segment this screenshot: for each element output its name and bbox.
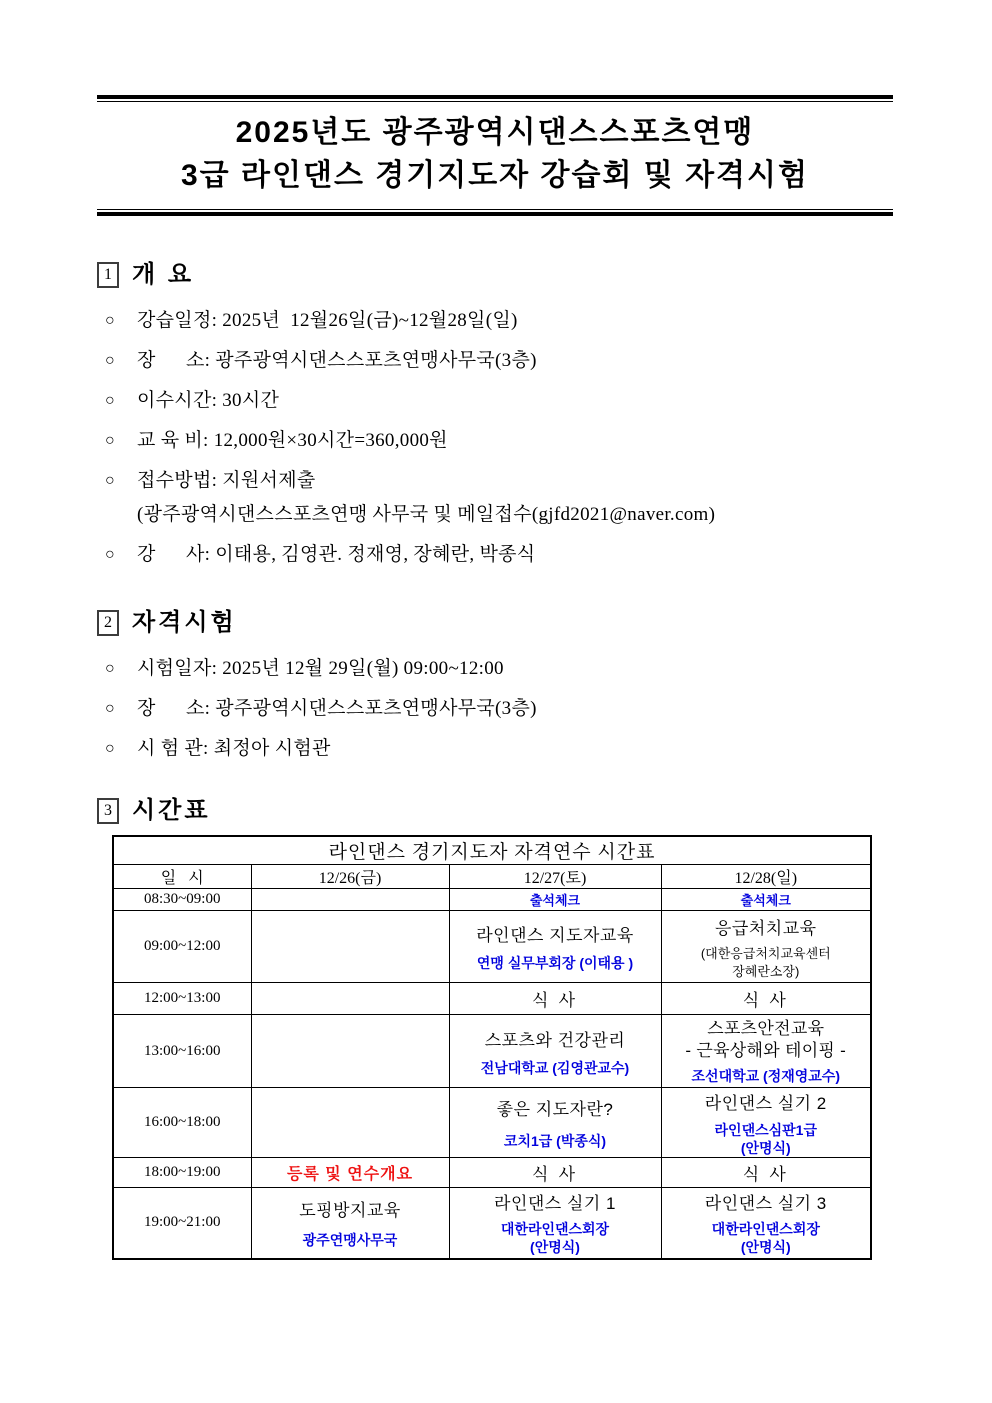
cell-sun (661, 983, 871, 1015)
cell-meal: 식 사 (531, 1165, 579, 1184)
section-exam-header (97, 610, 893, 636)
overview-items (97, 308, 893, 568)
cell-instructor: 광주연맹사무국 (302, 1232, 398, 1249)
cell-instructor: (안명식) (740, 1239, 791, 1256)
exam-item (105, 656, 893, 682)
col-header-datetime: 일 시 (113, 865, 251, 889)
col-header-sat: 12/27(토) (449, 865, 661, 889)
circle-bullet-icon: ○ (105, 660, 115, 677)
circle-bullet-icon: ○ (105, 700, 115, 717)
circle-bullet-icon: ○ (105, 472, 115, 489)
cell-topic: 라인댄스 실기 1 (494, 1194, 616, 1214)
cell-instructor: 연맹 실무부회장 (이태용 ) (476, 955, 634, 971)
timetable-row (113, 1088, 871, 1158)
cell-sun (661, 911, 871, 983)
timetable-row (113, 889, 871, 911)
cell-meal: 식 사 (531, 991, 579, 1010)
exam-item-text: 장 소: 광주광역시댄스스포츠연맹사무국(3층) (137, 698, 537, 719)
cell-topic: 좋은 지도자란? (496, 1100, 614, 1119)
overview-item-text: 접수방법: 지원서제출 (137, 470, 316, 491)
cell-sat (449, 1158, 661, 1188)
cell-sat (449, 1188, 661, 1259)
cell-topic: 라인댄스 실기 2 (704, 1093, 827, 1113)
cell-fri-empty (251, 1088, 449, 1158)
timetable-title: 라인댄스 경기지도자 자격연수 시간표 (113, 836, 871, 865)
overview-item-text: 이수시간: 30시간 (137, 390, 280, 411)
cell-sat (449, 889, 661, 911)
cell-sun (661, 1158, 871, 1188)
cell-text: 출석체크 (529, 893, 581, 908)
cell-topic: 도핑방지교육 (299, 1201, 401, 1221)
cell-time: 09:00~12:00 (113, 911, 251, 983)
section-title: 개 요 (132, 261, 195, 288)
cell-meal: 식 사 (742, 991, 789, 1010)
timetable-row (113, 1158, 871, 1188)
overview-item (105, 428, 893, 454)
cell-meal: 식 사 (742, 1165, 789, 1184)
exam-items (97, 656, 893, 762)
cell-registration: 등록 및 연수개요 (286, 1166, 414, 1183)
section-title: 자격시험 (132, 609, 237, 636)
timetable-row (113, 911, 871, 983)
overview-item-text: 장 소: 광주광역시댄스스포츠연맹사무국(3층) (137, 350, 537, 371)
overview-item (105, 388, 893, 414)
section-title: 시간표 (132, 797, 211, 824)
cell-sun (661, 1188, 871, 1259)
cell-instructor: 전남대학교 (김영관교수) (480, 1059, 630, 1076)
cell-topic: 라인댄스 지도자교육 (476, 926, 634, 945)
cell-fri-empty (251, 911, 449, 983)
cell-topic: 스포츠와 건강관리 (484, 1030, 626, 1050)
section-overview-header (97, 262, 893, 288)
circle-bullet-icon: ○ (105, 352, 115, 369)
document-title-line2: 3급 라인댄스 경기지도자 강습회 및 자격시험 (181, 159, 809, 192)
cell-fri (251, 1188, 449, 1259)
cell-instructor: 대한라인댄스회장 (711, 1221, 820, 1238)
overview-item-text: 강 사: 이태용, 김영관. 정재영, 장혜란, 박종식 (137, 544, 536, 565)
exam-item (105, 696, 893, 722)
overview-subitem (105, 502, 893, 528)
document-title-line1: 2025년도 광주광역시댄스스포츠연맹 (235, 116, 755, 149)
cell-sat (449, 911, 661, 983)
cell-time: 19:00~21:00 (113, 1188, 251, 1259)
section-number-box: 1 (97, 262, 119, 288)
cell-fri-empty (251, 983, 449, 1015)
overview-item-text: 교 육 비: 12,000원×30시간=360,000원 (137, 430, 448, 451)
overview-item (105, 308, 893, 334)
overview-item (105, 468, 893, 494)
cell-topic: 응급처치교육 (715, 918, 817, 938)
cell-instructor: (대한응급처치교육센터 (700, 945, 831, 961)
section-timetable-header (97, 798, 893, 824)
timetable-header-row (113, 865, 871, 889)
cell-sun (661, 889, 871, 911)
circle-bullet-icon: ○ (105, 312, 115, 329)
cell-text: 출석체크 (740, 893, 791, 908)
cell-topic: 라인댄스 실기 3 (704, 1194, 827, 1214)
overview-item-text: 강습일정: 2025년 12월26일(금)~12월28일(일) (137, 310, 518, 331)
cell-sun (661, 1088, 871, 1158)
cell-sun (661, 1015, 871, 1088)
timetable-table (112, 835, 872, 1260)
cell-time: 13:00~16:00 (113, 1015, 251, 1088)
circle-bullet-icon: ○ (105, 740, 115, 757)
timetable (112, 835, 893, 1260)
exam-item-text: 시 험 관: 최정아 시험관 (137, 738, 331, 759)
cell-instructor: 장혜란소장) (732, 963, 800, 979)
title-banner (97, 95, 893, 216)
cell-instructor: (안명식) (740, 1139, 791, 1156)
circle-bullet-icon: ○ (105, 546, 115, 563)
cell-time: 16:00~18:00 (113, 1088, 251, 1158)
cell-fri-empty (251, 1015, 449, 1088)
cell-instructor: 대한라인댄스회장 (500, 1221, 610, 1238)
section-number-box: 3 (97, 798, 119, 824)
cell-sat (449, 983, 661, 1015)
cell-time: 08:30~09:00 (113, 889, 251, 911)
timetable-row (113, 983, 871, 1015)
cell-sat (449, 1088, 661, 1158)
timetable-title-row (113, 836, 871, 865)
exam-item (105, 736, 893, 762)
col-header-sun: 12/28(일) (661, 865, 871, 889)
cell-topic: - 근육상해와 테이핑 - (685, 1040, 847, 1060)
cell-sat (449, 1015, 661, 1088)
cell-instructor: (안명식) (530, 1239, 580, 1256)
exam-item-text: 시험일자: 2025년 12월 29일(월) 09:00~12:00 (137, 658, 504, 679)
cell-instructor: 코치1급 (박종식) (503, 1133, 607, 1149)
cell-fri (251, 1158, 449, 1188)
col-header-fri: 12/26(금) (251, 865, 449, 889)
cell-time: 18:00~19:00 (113, 1158, 251, 1188)
cell-instructor: 라인댄스심판1급 (714, 1121, 817, 1138)
overview-item (105, 542, 893, 568)
cell-time: 12:00~13:00 (113, 983, 251, 1015)
circle-bullet-icon: ○ (105, 432, 115, 449)
cell-topic: 스포츠안전교육 (707, 1018, 825, 1038)
cell-fri-empty (251, 889, 449, 911)
section-number-box: 2 (97, 610, 119, 636)
circle-bullet-icon: ○ (105, 392, 115, 409)
overview-item (105, 348, 893, 374)
timetable-row (113, 1188, 871, 1259)
timetable-row (113, 1015, 871, 1088)
overview-subitem-text: (광주광역시댄스스포츠연맹 사무국 및 메일접수(gjfd2021@naver.com) (137, 504, 716, 525)
cell-instructor: 조선대학교 (정재영교수) (691, 1067, 840, 1084)
